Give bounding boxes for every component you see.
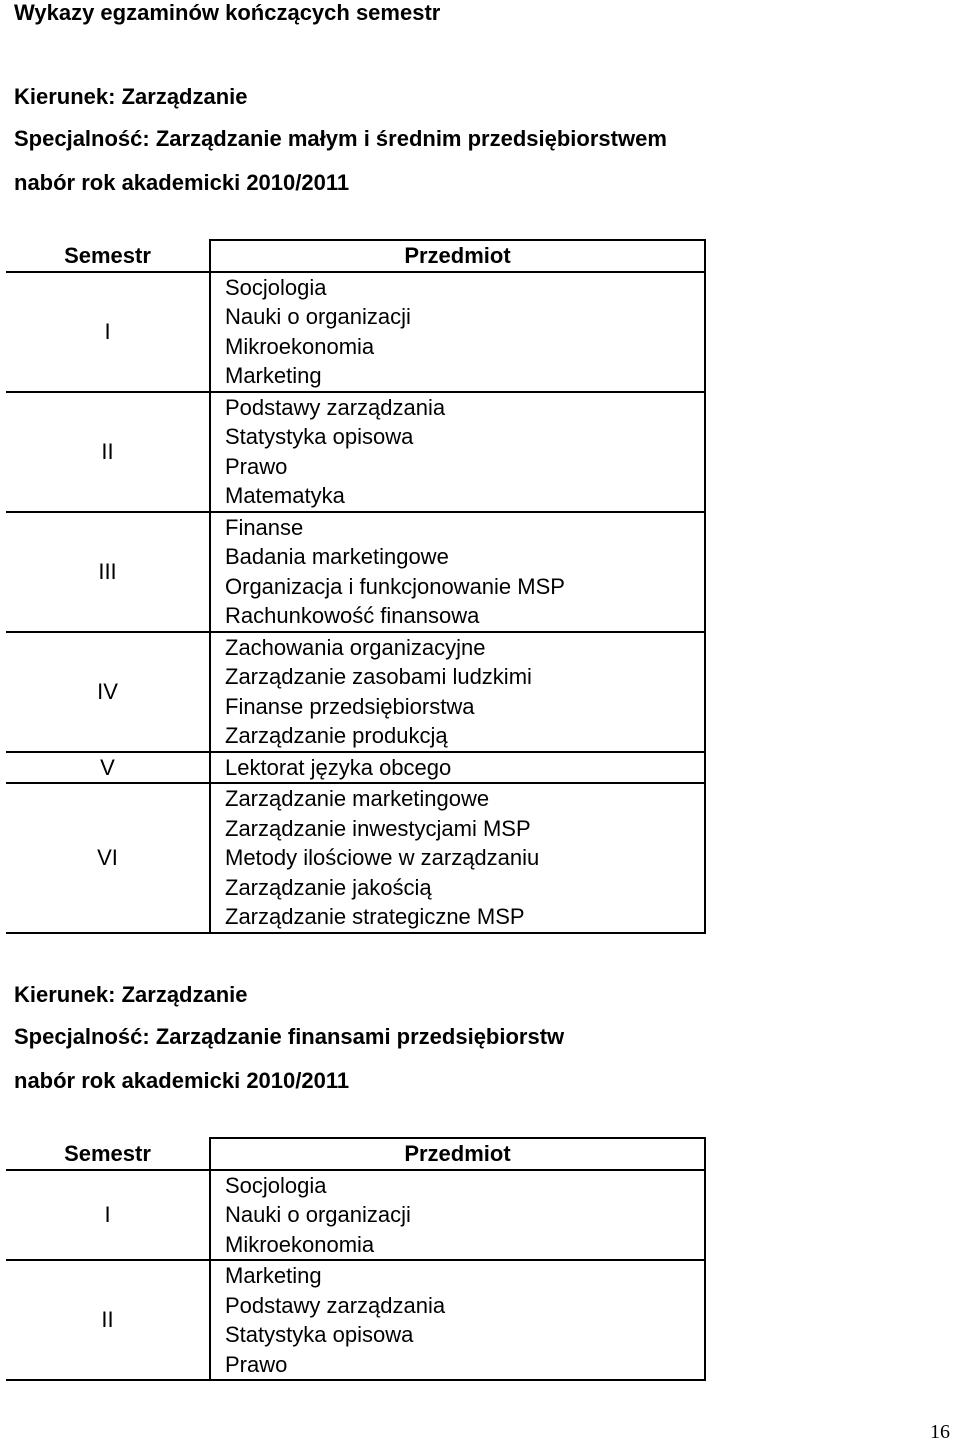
semester-cell: V	[6, 752, 210, 784]
table-row	[6, 632, 705, 663]
subject-cell: Marketing	[210, 361, 705, 392]
section2-kierunek: Kierunek: Zarządzanie	[14, 982, 248, 1007]
page-title: Wykazy egzaminów kończących semestr	[14, 0, 441, 25]
subject-cell: Prawo	[210, 1350, 705, 1381]
subject-cell: Podstawy zarządzania	[210, 392, 705, 423]
subject-cell: Socjologia	[210, 272, 705, 303]
subject-cell: Lektorat języka obcego	[210, 752, 705, 784]
table-row	[6, 272, 705, 303]
page-number: 16	[930, 1421, 950, 1443]
table-row	[6, 752, 705, 784]
table-row	[6, 1260, 705, 1291]
subject-cell: Zarządzanie marketingowe	[210, 783, 705, 814]
subject-cell: Badania marketingowe	[210, 542, 705, 572]
subject-cell: Zachowania organizacyjne	[210, 632, 705, 663]
subject-cell: Metody ilościowe w zarządzaniu	[210, 843, 705, 873]
subject-cell: Nauki o organizacji	[210, 302, 705, 332]
subject-cell: Prawo	[210, 452, 705, 482]
subject-cell: Mikroekonomia	[210, 332, 705, 362]
section1-specjalnosc: Specjalność: Zarządzanie małym i średnim przedsiębiorstwem	[14, 126, 667, 151]
table-row	[6, 512, 705, 543]
header-semestr: Semestr	[6, 1138, 210, 1170]
semester-cell: I	[6, 1170, 210, 1261]
subject-cell: Marketing	[210, 1260, 705, 1291]
semester-cell: IV	[6, 632, 210, 752]
semester-cell: III	[6, 512, 210, 632]
subject-cell: Zarządzanie produkcją	[210, 721, 705, 752]
header-przedmiot: Przedmiot	[210, 240, 705, 272]
table-row	[6, 392, 705, 423]
section2-specjalnosc: Specjalność: Zarządzanie finansami przedsiębiorstw	[14, 1024, 565, 1049]
section1-exam-table	[6, 239, 706, 934]
header-semestr: Semestr	[6, 240, 210, 272]
semester-cell: I	[6, 272, 210, 392]
subject-cell: Statystyka opisowa	[210, 422, 705, 452]
subject-cell: Statystyka opisowa	[210, 1320, 705, 1350]
semester-cell: II	[6, 1260, 210, 1380]
subject-cell: Matematyka	[210, 481, 705, 512]
section1-nabor: nabór rok akademicki 2010/2011	[14, 170, 350, 195]
subject-cell: Zarządzanie jakością	[210, 873, 705, 903]
subject-cell: Finanse przedsiębiorstwa	[210, 692, 705, 722]
subject-cell: Mikroekonomia	[210, 1230, 705, 1261]
subject-cell: Rachunkowość finansowa	[210, 601, 705, 632]
section2-nabor: nabór rok akademicki 2010/2011	[14, 1068, 350, 1093]
subject-cell: Organizacja i funkcjonowanie MSP	[210, 572, 705, 602]
header-przedmiot: Przedmiot	[210, 1138, 705, 1170]
section2-exam-table	[6, 1137, 706, 1381]
semester-cell: II	[6, 392, 210, 512]
table-row	[6, 783, 705, 814]
section1-kierunek: Kierunek: Zarządzanie	[14, 84, 248, 109]
subject-cell: Zarządzanie strategiczne MSP	[210, 902, 705, 933]
semester-cell: VI	[6, 783, 210, 933]
subject-cell: Podstawy zarządzania	[210, 1291, 705, 1321]
subject-cell: Finanse	[210, 512, 705, 543]
subject-cell: Nauki o organizacji	[210, 1200, 705, 1230]
table-row	[6, 1170, 705, 1201]
subject-cell: Socjologia	[210, 1170, 705, 1201]
subject-cell: Zarządzanie inwestycjami MSP	[210, 814, 705, 844]
subject-cell: Zarządzanie zasobami ludzkimi	[210, 662, 705, 692]
